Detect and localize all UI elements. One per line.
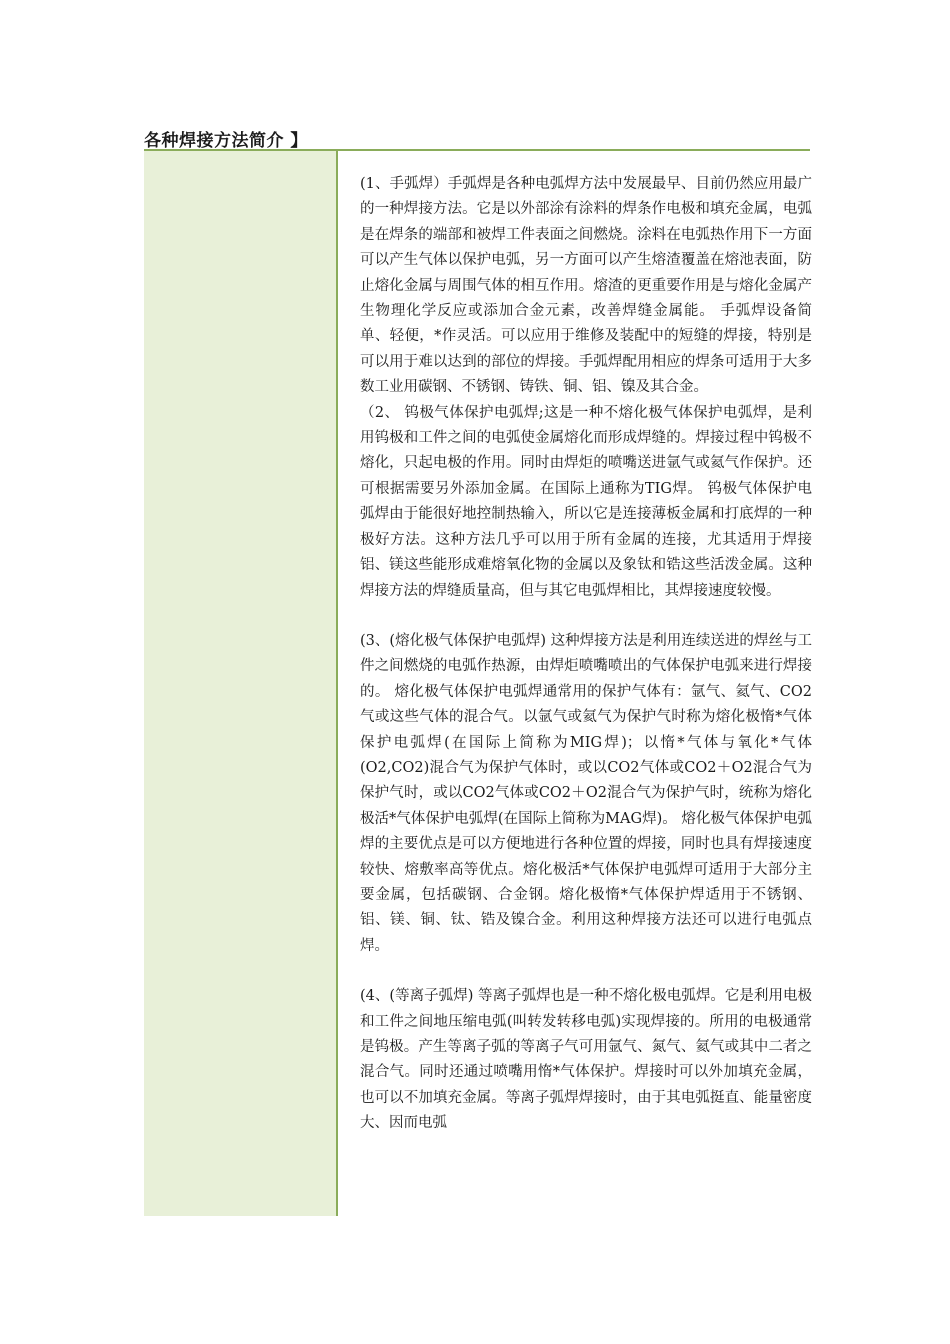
paragraph-gap: [360, 604, 812, 629]
paragraph-tig-welding: （2、 钨极气体保护电弧焊;这是一种不熔化极气体保护电弧焊，是利用钨极和工件之间的电弧使金属熔化而形成焊缝的。焊接过程中钨极不熔化，只起电极的作用。同时由焊炬的喷嘴送进氩气或氦气作保护。还可根据需要另外添加金属。在国际上通称为TIG焊。 钨极气体保护电弧焊由于能很好地控制热输入，所以它是连接薄板金属和打底焊的一种极好方法。这种方法几乎可以用于所有金属的连接，尤其适用于焊接铝、镁这些能形成难熔氧化物的金属以及象钛和锆这些活泼金属。这种焊接方法的焊缝质量高，但与其它电弧焊相比，其焊接速度较慢。: [360, 404, 812, 599]
paragraph-manual-arc-welding: (1、手弧焊）手弧焊是各种电弧焊方法中发展最早、目前仍然应用最广的一种焊接方法。它是以外部涂有涂料的焊条作电极和填充金属，电弧是在焊条的端部和被焊工件表面之间燃烧。涂料在电弧热作用下一方面可以产生气体以保护电弧，另一方面可以产生熔渣覆盖在熔池表面，防止熔化金属与周围气体的相互作用。熔渣的更重要作用是与熔化金属产生物理化学反应或添加合金元素，改善焊缝金属能。 手弧焊设备简单、轻便，*作灵活。可以应用于维修及装配中的短缝的焊接，特别是可以用于难以达到的部位的焊接。手弧焊配用相应的焊条可适用于大多数工业用碳钢、不锈钢、铸铁、铜、铝、镍及其合金。: [360, 176, 812, 396]
paragraph-gap: [360, 959, 812, 984]
paragraph-mig-mag-welding: (3、(熔化极气体保护电弧焊) 这种焊接方法是利用连续送进的焊丝与工件之间燃烧的电弧作热源，由焊炬喷嘴喷出的气体保护电弧来进行焊接的。 熔化极气体保护电弧焊通常用的保护气体有：氩气、氦气、CO2气或这些气体的混合气。以氩气或氦气为保护气时称为熔化极惰*气体保护电弧焊(在国际上简称为MIG焊)；以惰*气体与氧化*气体(O2,CO2)混合气为保护气体时，或以CO2气体或CO2＋O2混合气为保护气时，或以CO2气体或CO2＋O2混合气为保护气时，统称为熔化极活*气体保护电弧焊(在国际上简称为MAG焊)。 熔化极气体保护电弧焊的主要优点是可以方便地进行各种位置的焊接，同时也具有焊接速度较快、熔敷率高等优点。熔化极活*气体保护电弧焊可适用于大部分主要金属，包括碳钢、合金钢。熔化极惰*气体保护焊适用于不锈钢、铝、镁、铜、钛、锆及镍合金。利用这种焊接方法还可以进行电弧点焊。: [360, 632, 812, 954]
paragraph-plasma-arc-welding: (4、(等离子弧焊) 等离子弧焊也是一种不熔化极电弧焊。它是利用电极和工件之间地压缩电弧(叫转发转移电弧)实现焊接的。所用的电极通常是钨极。产生等离子弧的等离子气可用氩气、氮气、氦气或其中二者之混合气。同时还通过喷嘴用惰*气体保护。焊接时可以外加填充金属，也可以不加填充金属。等离子弧焊焊接时，由于其电弧挺直、能量密度大、因而电弧: [360, 988, 812, 1132]
green-sidebar-column: [144, 151, 338, 1216]
document-title: 各种焊接方法简介 】: [144, 131, 308, 151]
content-body: [360, 172, 812, 1137]
